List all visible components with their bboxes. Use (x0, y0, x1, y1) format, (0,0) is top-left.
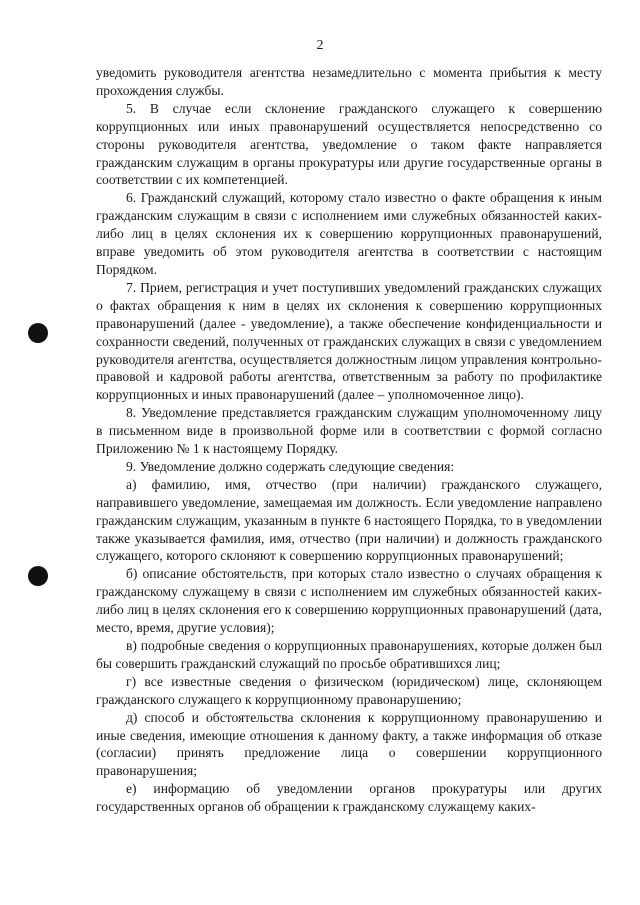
paragraph-subitem-e: е) информацию об уведомлении органов прокуратуры или других государственных органов об обращении к гражданскому служащему каких- (96, 781, 602, 815)
paragraph-subitem-b: б) описание обстоятельств, при которых стало известно о случаях обращения к гражданскому служащему в связи с исполнением им служебных обязанностей каких-либо лиц в целях склонения его к совершению коррупционных правонарушений (дата, место, время, другие условия); (96, 566, 602, 636)
paragraph-item-5: 5. В случае если склонение гражданского служащего к совершению коррупционных или иных правонарушений осуществляется непосредственно со стороны руководителя агентства, уведомление о таком факте направляется гражданским служащим в органы прокуратуры или другие государственные органы в соответствии с их компетенцией. (96, 100, 602, 188)
paragraph-item-9: 9. Уведомление должно содержать следующие сведения: (126, 458, 455, 474)
paragraph-item-8: 8. Уведомление представляется гражданским служащим уполномоченному лицу в письменном виде в произвольной форме или в соответствии с формой согласно Приложению № 1 к настоящему Порядку. (96, 405, 602, 457)
paragraph-item-7: 7. Прием, регистрация и учет поступивших уведомлений гражданских служащих о фактах обращения к ним в целях их склонения к совершению коррупционных правонарушений (далее - уведомление), а также обеспечение конфиденциальности и сохранности сведений, полученных от гражданских служащих в связи с уведомлением руководителя агентства, осуществляется должностным лицом управления контрольно-правовой и кадровой работы агентства, ответственным за работу по профилактике коррупционных и иных правонарушений (далее – уполномоченное лицо). (96, 279, 602, 403)
document-body (96, 64, 602, 816)
punch-hole (28, 323, 48, 343)
punch-hole (28, 566, 48, 586)
paragraph-subitem-a: а) фамилию, имя, отчество (при наличии) гражданского служащего, направившего уведомление, замещаемая им должность. Если уведомление направлено гражданским служащим, указанным в пункте 6 настоящего Порядка, то в уведомлении также указывается фамилия, имя, отчество (при наличии) и должность гражданского служащего, которого склоняют к совершению коррупционных правонарушений; (96, 476, 602, 564)
paragraph-subitem-g: г) все известные сведения о физическом (юридическом) лице, склоняющем гражданского служащего к коррупционному правонарушению; (96, 673, 602, 707)
page-number: 2 (316, 38, 324, 53)
paragraph-continuation: уведомить руководителя агентства незамедлительно с момента прибытия к месту прохождения службы. (96, 65, 602, 98)
paragraph-subitem-v: в) подробные сведения о коррупционных правонарушениях, которые должен был бы совершить гражданский служащий по просьбе обратившихся лиц; (96, 638, 602, 671)
paragraph-subitem-d: д) способ и обстоятельства склонения к коррупционному правонарушению и иные сведения, имеющие отношения к данному факту, а также информация об отказе (согласии) принять предложение лица о совершении коррупционного правонарушения; (96, 709, 602, 779)
paragraph-item-6: 6. Гражданский служащий, которому стало известно о факте обращения к иным гражданским служащим в связи с исполнением ими служебных обязанностей каких-либо лиц в целях склонения их к совершению коррупционных правонарушений, вправе уведомить об этом руководителя агентства в соответствии с настоящим Порядком. (96, 190, 602, 277)
